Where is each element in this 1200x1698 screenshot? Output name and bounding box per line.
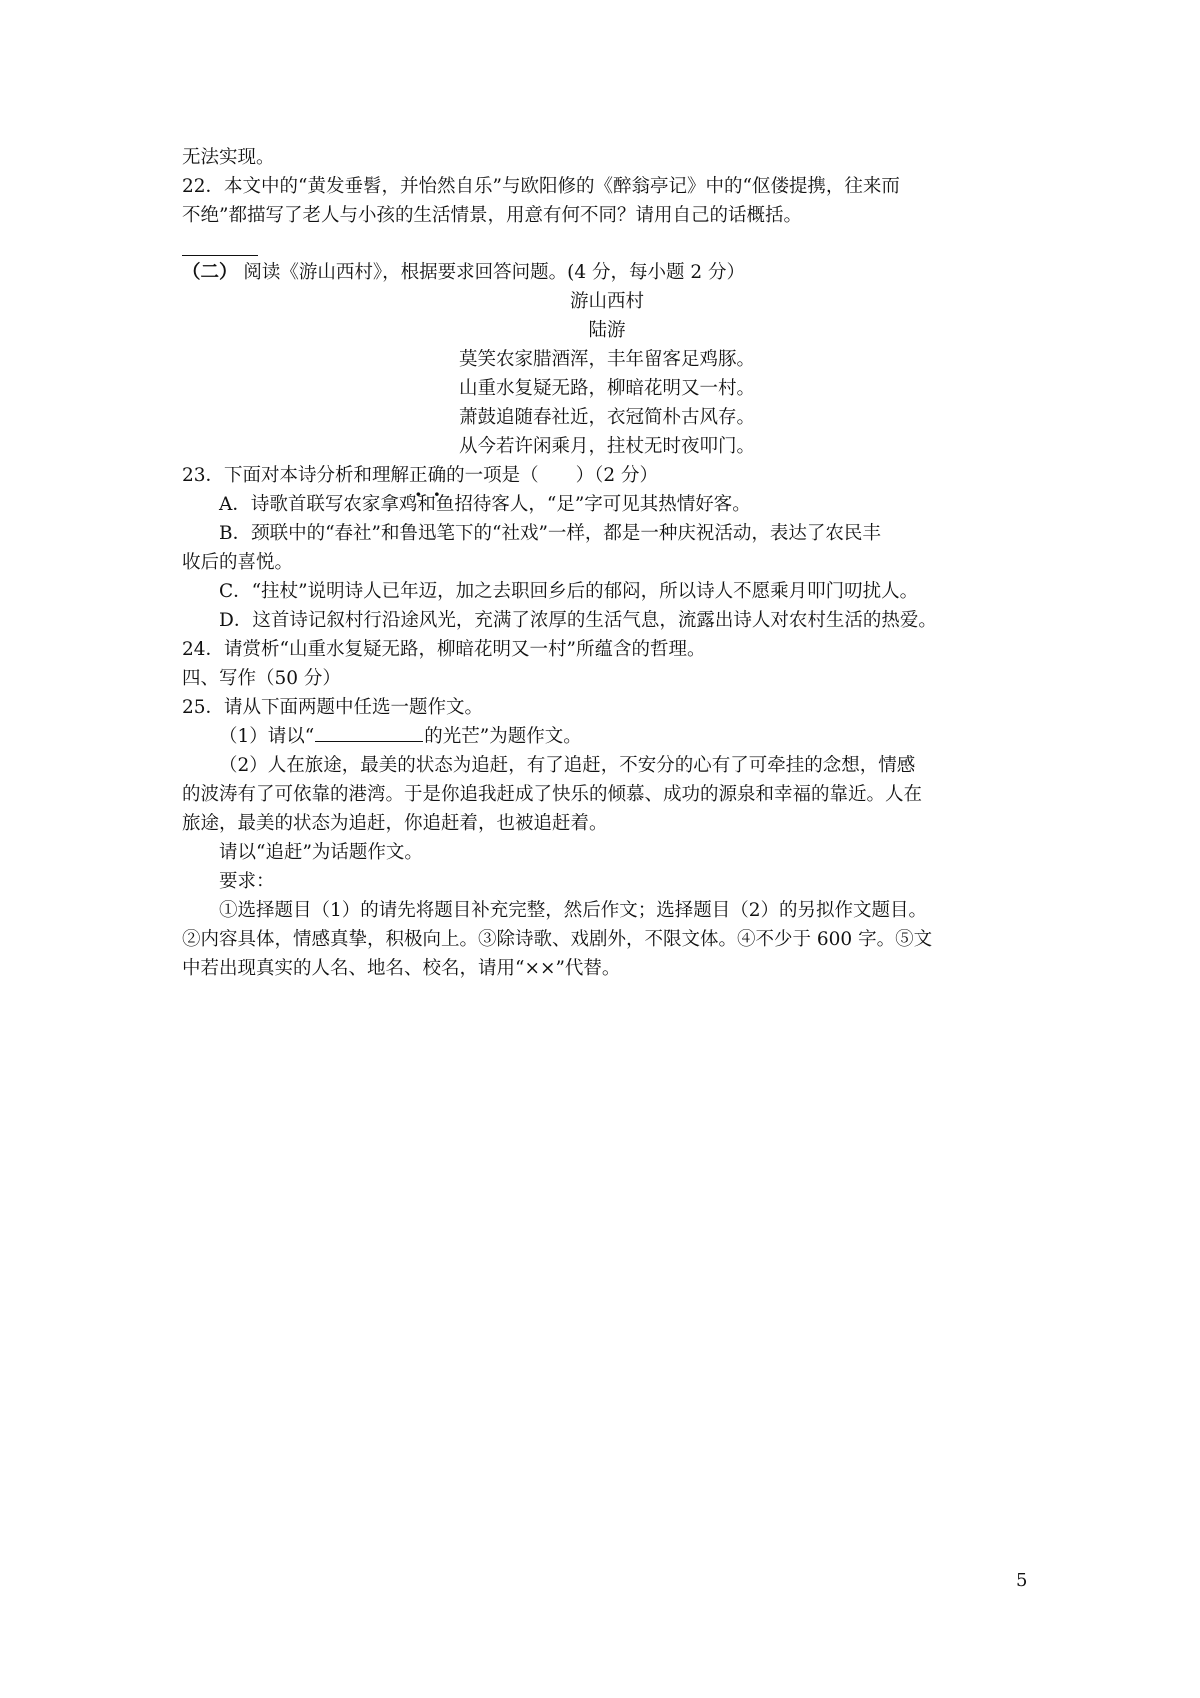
q25-opt2-line2: 的波涛有了可依靠的港湾。于是你追我赶成了快乐的倾慕、成功的源泉和幸福的靠近。人在: [182, 784, 923, 805]
poem-title: 游山西村: [569, 291, 644, 312]
requirement-line-3: 中若出现真实的人名、地名、校名，请用“××”代替。: [182, 958, 621, 979]
poem-line-2: 山重水复疑无路，柳暗花明又一村。: [458, 378, 755, 399]
requirements-label: 要求：: [219, 871, 275, 892]
q22-line1: 22．本文中的“黄发垂髫，并怡然自乐”与欧阳修的《醉翁亭记》中的“伛偻提携，往来而: [182, 176, 900, 197]
q23-option-b-line2: 收后的喜悦。: [182, 552, 294, 573]
q23-option-b-line1: B．颈联中的“春社”和鲁迅笔下的“社戏”一样，都是一种庆祝活动，表达了农民丰: [219, 523, 881, 544]
poem-line-1: 莫笑农家腊酒浑，丰年留客足鸡豚。: [458, 349, 755, 370]
q23-option-d: D．这首诗记叙村行沿途风光，充满了浓厚的生活气息，流露出诗人对农村生活的热爱。: [219, 610, 937, 631]
q25-option-1: [219, 722, 1032, 751]
q25-opt2-line3: 旅途，最美的状态为追赶，你追赶着，也被追赶着。: [182, 813, 608, 834]
emphasis-char-1: 正: [409, 465, 428, 486]
q23-prefix: 23．下面对本诗分析和理解: [182, 465, 410, 486]
q22-line2: 不绝”都描写了老人与小孩的生活情景，用意有何不同？请用自己的话概括。: [182, 205, 802, 226]
section2-heading: [182, 258, 1032, 287]
poem-line-4: 从今若许闲乘月，拄杖无时夜叩门。: [458, 436, 755, 457]
requirement-line-1: ①选择题目（1）的请先将题目补充完整，然后作文；选择题目（2）的另拟作文题目。: [219, 900, 928, 921]
page-number: 5: [1016, 1570, 1028, 1591]
q23-option-a: A．诗歌首联写农家拿鸡和鱼招待客人，“足”字可见其热情好客。: [219, 494, 751, 515]
q25-opt1-suffix: 的光芒”为题作文。: [424, 726, 582, 747]
title-blank: [315, 723, 423, 742]
q24: 24．请赏析“山重水复疑无路，柳暗花明又一村”所蕴含的哲理。: [182, 639, 706, 660]
q23-option-c: C．“拄杖”说明诗人已年迈，加之去职回乡后的郁闷，所以诗人不愿乘月叩门叨扰人。: [219, 581, 919, 602]
answer-line: [182, 255, 258, 256]
q25-opt1-prefix: （1）请以“: [219, 726, 315, 747]
requirement-line-2: ②内容具体，情感真挚，积极向上。③除诗歌、戏剧外，不限文体。④不少于 600 字。⑤文: [182, 929, 933, 950]
poem-line-3: 萧鼓追随春社近，衣冠简朴古风存。: [458, 407, 755, 428]
emphasis-char-2: 确: [427, 465, 447, 486]
q25-opt2-task: 请以“追赶”为话题作文。: [219, 842, 423, 863]
q23-suffix: 的一项是（ ）（2 分）: [446, 465, 658, 486]
section2-label: （二）: [182, 262, 238, 283]
q25-opt2-line1: （2）人在旅途，最美的状态为追赶，有了追赶，不安分的心有了可牵挂的念想，情感: [219, 755, 916, 776]
part4-heading: 四、写作（50 分）: [182, 668, 341, 689]
q23-stem: [182, 461, 1032, 490]
q25-intro: 25．请从下面两题中任选一题作文。: [182, 697, 484, 718]
q21-tail: 无法实现。: [182, 147, 275, 168]
section2-instruction: 阅读《游山西村》，根据要求回答问题。(4 分，每小题 2 分）: [243, 262, 746, 283]
poem-author: 陆游: [588, 320, 626, 341]
